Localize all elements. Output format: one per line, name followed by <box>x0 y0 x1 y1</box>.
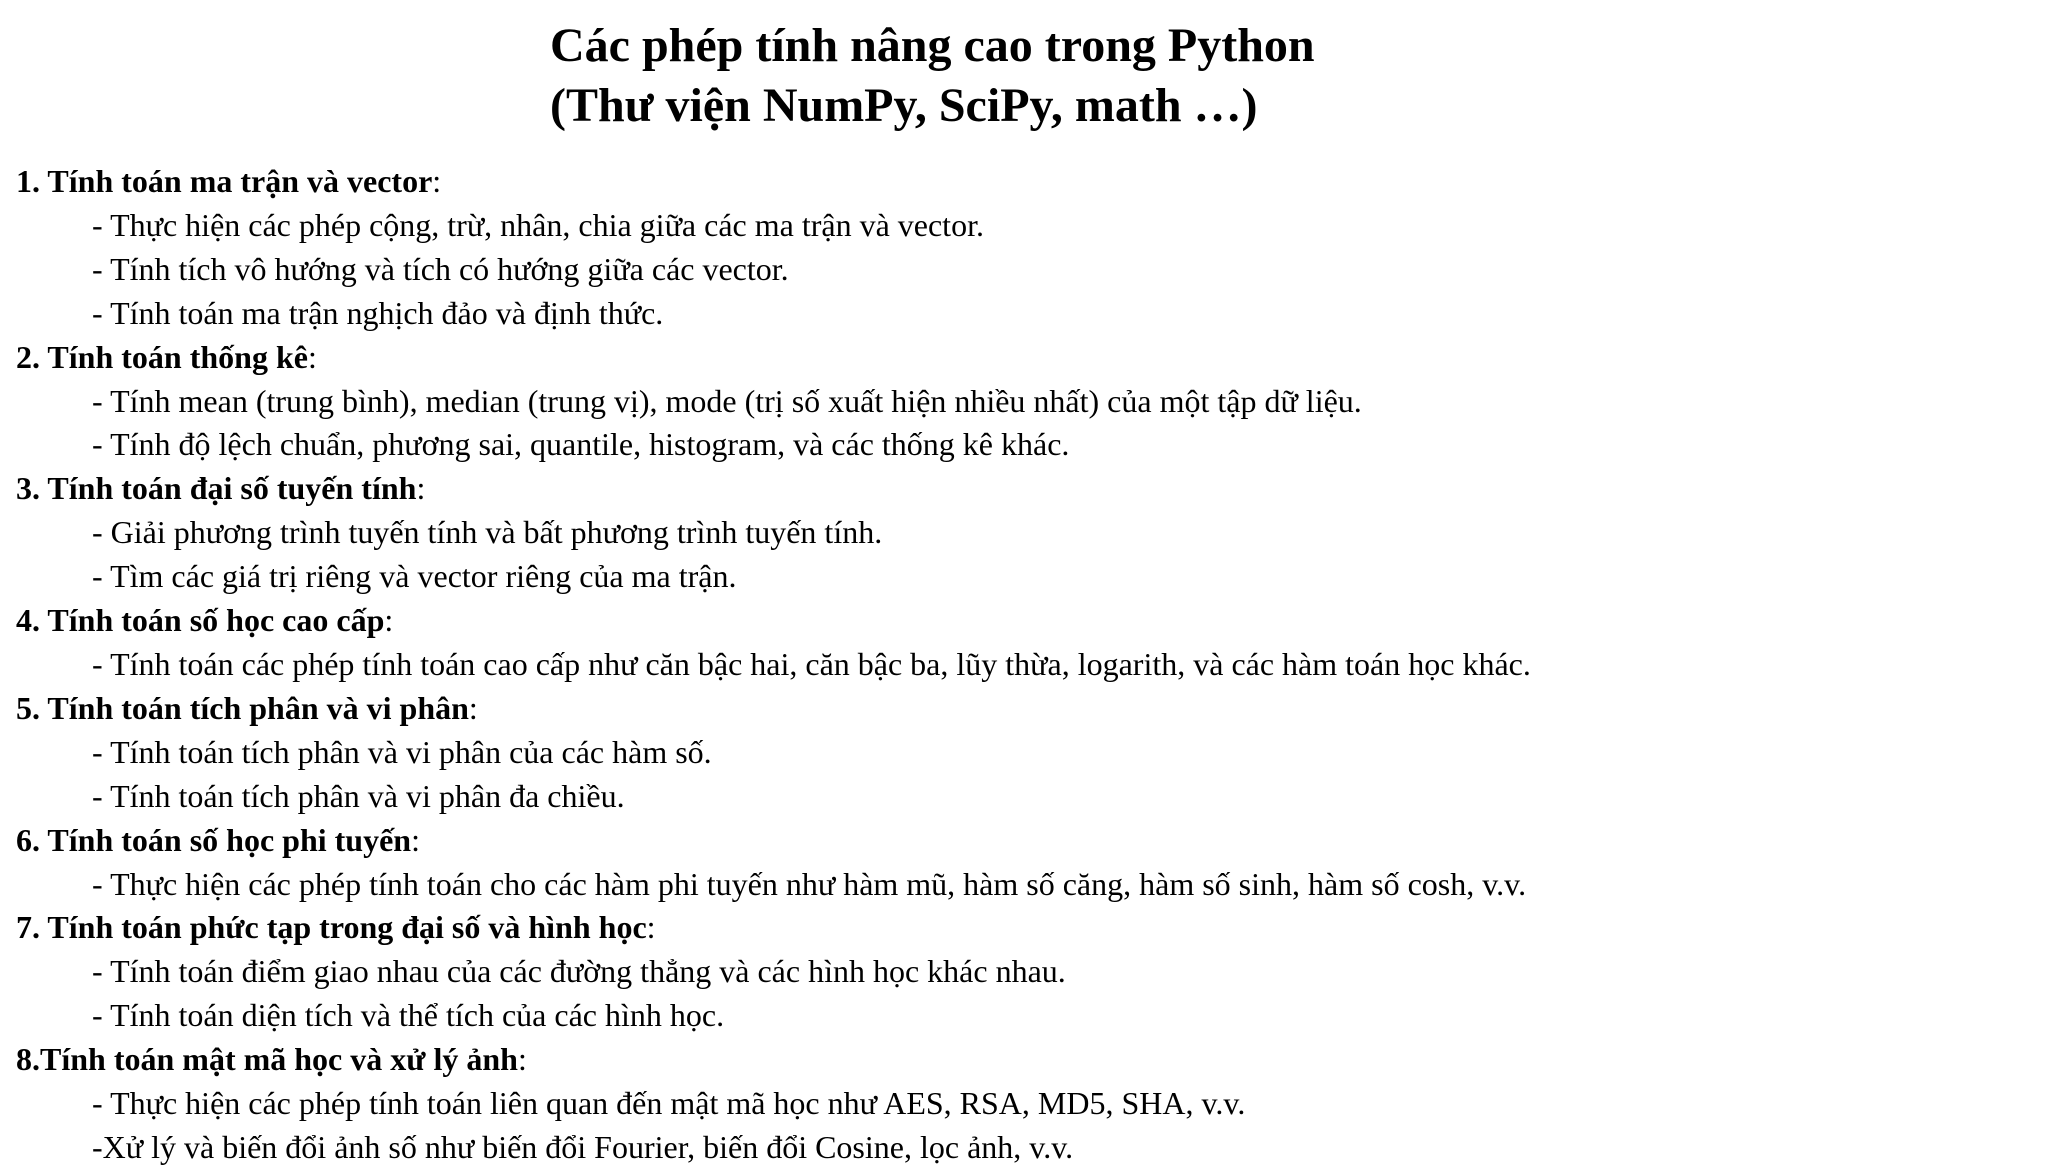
section-heading-colon: : <box>416 470 426 507</box>
section-heading <box>16 160 2036 204</box>
section-item: - Tính toán ma trận nghịch đảo và định thức. <box>92 294 664 331</box>
section-heading <box>16 819 2036 863</box>
section-item: - Tính toán tích phân và vi phân đa chiều. <box>92 777 625 814</box>
section-heading-text: 7. Tính toán phức tạp trong đại số và hình học <box>16 909 647 946</box>
section-heading-text: 6. Tính toán số học phi tuyến <box>16 821 412 858</box>
section-heading-colon: : <box>432 163 442 199</box>
section-item: - Thực hiện các phép cộng, trừ, nhân, chia giữa các ma trận và vector. <box>92 206 984 243</box>
section-item: - Thực hiện các phép tính toán cho các hàm phi tuyến như hàm mũ, hàm số căng, hàm số sinh, hàm số cosh, v.v. <box>92 865 1527 902</box>
section-heading-text: 4. Tính toán số học cao cấp <box>16 602 385 639</box>
section-heading <box>16 467 2036 511</box>
section-item: - Thực hiện các phép tính toán liên quan đến mật mã học như AES, RSA, MD5, SHA, v.v. <box>92 1085 1246 1122</box>
content-list <box>16 160 2036 1170</box>
section-heading-colon: : <box>411 821 420 858</box>
section-heading <box>16 906 2036 950</box>
section-heading <box>16 687 2036 731</box>
section-item: - Tính toán điểm giao nhau của các đường thẳng và các hình học khác nhau. <box>92 953 1066 990</box>
section-heading-colon: : <box>646 909 656 946</box>
section-heading-colon: : <box>307 338 317 375</box>
section-item: - Tính mean (trung bình), median (trung vị), mode (trị số xuất hiện nhiều nhất) của một tập dữ liệu. <box>92 382 1362 419</box>
section-item: - Tính tích vô hướng và tích có hướng giữa các vector. <box>92 250 789 287</box>
section-heading-colon: : <box>468 689 478 726</box>
section-item: - Giải phương trình tuyến tính và bất phương trình tuyến tính. <box>92 514 883 551</box>
section-item: - Tính toán tích phân và vi phân của các hàm số. <box>92 733 712 770</box>
page-title <box>550 16 1315 136</box>
section-heading <box>16 1038 2036 1082</box>
section-item: -Xử lý và biến đổi ảnh số như biến đổi Fourier, biến đổi Cosine, lọc ảnh, v.v. <box>92 1128 1074 1165</box>
section-heading-colon: : <box>517 1041 527 1078</box>
section-heading <box>16 599 2036 643</box>
section-item: - Tính toán các phép tính toán cao cấp như căn bậc hai, căn bậc ba, lũy thừa, logarith, và các hàm toán học khác. <box>92 645 1531 682</box>
section-item: - Tính toán diện tích và thể tích của các hình học. <box>92 997 725 1034</box>
section-heading-text: 5. Tính toán tích phân và vi phân <box>16 689 469 726</box>
section-heading-text: 8.Tính toán mật mã học và xử lý ảnh <box>16 1041 518 1078</box>
section-heading-text: 1. Tính toán ma trận và vector <box>16 163 433 199</box>
title-line-1: Các phép tính nâng cao trong Python <box>550 19 1315 72</box>
title-line-2: (Thư viện NumPy, SciPy, math …) <box>550 79 1258 132</box>
section-heading-text: 3. Tính toán đại số tuyến tính <box>16 470 417 507</box>
section-heading <box>16 336 2036 380</box>
section-item: - Tìm các giá trị riêng và vector riêng của ma trận. <box>92 558 737 595</box>
section-heading-text: 2. Tính toán thống kê <box>16 338 308 375</box>
section-heading-colon: : <box>384 602 394 639</box>
section-item: - Tính độ lệch chuẩn, phương sai, quantile, histogram, và các thống kê khác. <box>92 426 1070 463</box>
